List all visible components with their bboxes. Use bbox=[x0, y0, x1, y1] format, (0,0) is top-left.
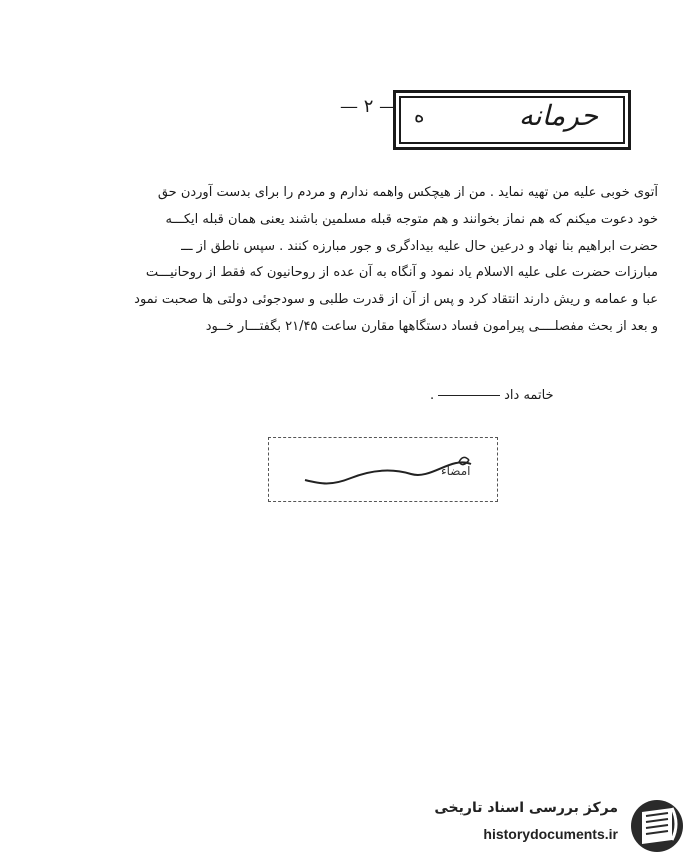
classification-stamp-text: حرمانه bbox=[518, 99, 598, 132]
classification-stamp bbox=[393, 90, 631, 150]
closing-line bbox=[430, 388, 554, 403]
closing-text: خاتمه داد bbox=[504, 388, 554, 403]
archive-watermark bbox=[410, 798, 690, 854]
closing-dash bbox=[438, 395, 500, 396]
body-line-5: عبا و عمامه و ریش دارند انتقاد کرد و پس از آن از قدرت طلبی و سودجوئی دولتی ها صحبت نمود bbox=[134, 292, 658, 308]
watermark-url: historydocuments.ir bbox=[483, 826, 618, 842]
watermark-title: مرکز بررسی اسناد تاریخی bbox=[434, 800, 618, 816]
page-number: — ٢ — bbox=[340, 96, 398, 117]
archive-logo-icon bbox=[628, 798, 686, 854]
body-line-1: آتوی خوبی علیه من تهیه نماید . من از هیچکس واهمه ندارم و مردم را برای بدست آوردن حق bbox=[157, 185, 658, 200]
signature-stamp-box bbox=[268, 437, 498, 502]
body-line-4: مبارزات حضرت علی علیه الاسلام یاد نمود و آنگاه به آن عده از روحانیون که فقط از روحانیـــت bbox=[145, 265, 658, 281]
body-line-2: خود دعوت میکنم که هم نماز بخوانند و هم متوجه قبله مسلمین باشند یعنی همان قبله ایکـــه bbox=[165, 211, 658, 227]
classification-stamp-mark: ه bbox=[414, 103, 425, 127]
report-body bbox=[46, 180, 658, 341]
closing-end: . bbox=[430, 388, 435, 403]
body-line-6: و بعد از بحث مفصلــــی پیرامون فساد دستگاهها مقارن ساعت ۲۱/۴۵ بگفتـــار خــود bbox=[205, 318, 658, 334]
signature-text: امضاء bbox=[441, 464, 471, 478]
body-line-3: حضرت ابراهیم بنا نهاد و درعین حال علیه بیدادگری و جور مبارزه کنند . سپس ناطق از ـــ bbox=[181, 238, 658, 254]
